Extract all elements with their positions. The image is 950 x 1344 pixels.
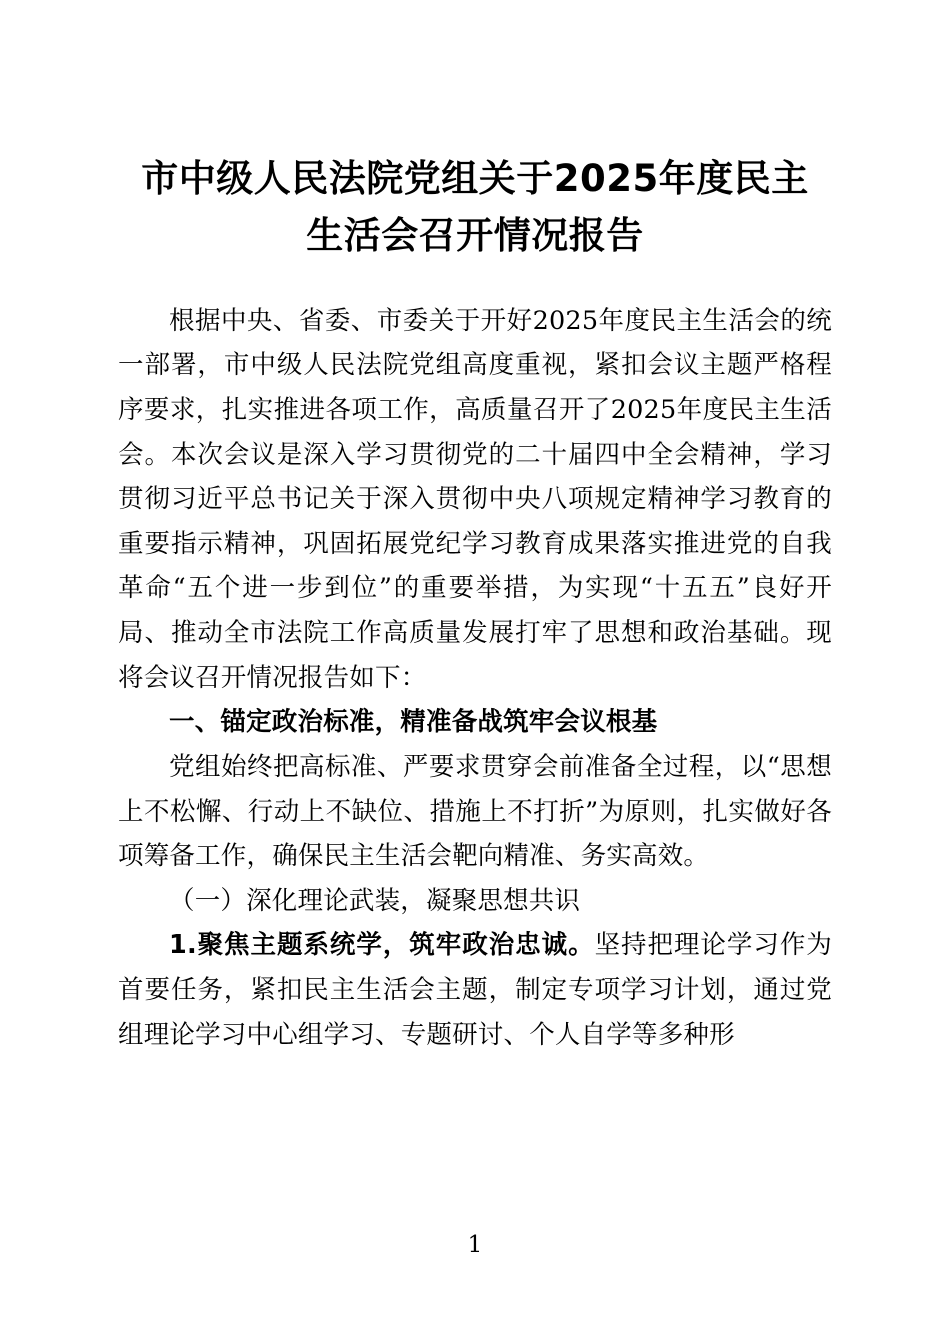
item-one-lead: 1.聚焦主题系统学，筑牢政治忠诚。: [169, 930, 595, 961]
section-one-body: 党组始终把高标准、严要求贯穿会前准备全过程，以“思想上不松懈、行动上不缺位、措施上不打折”为原则，扎实做好各项筹备工作，确保民主生活会靶向精准、务实高效。: [118, 751, 832, 872]
page-number: 1: [467, 1232, 483, 1258]
item-one-body: 坚持把理论学习作为首要任务，紧扣民主生活会主题，制定专项学习计划，通过党组理论学习中心组学习、专题研讨、个人自学等多种形: [118, 930, 832, 1050]
item-one-paragraph: [118, 923, 832, 1057]
page-title: 市中级人民法院党组关于2025年度民主生活会召开情况报告: [141, 157, 809, 258]
section-heading-one: 一、锚定政治标准，精准备战筑牢会议根基: [169, 707, 658, 738]
intro-paragraph: 根据中央、省委、市委关于开好2025年度民主生活会的统一部署，市中级人民法院党组高度重视，紧扣会议主题严格程序要求，扎实推进各项工作，高质量召开了2025年度民主生活会。本次会议是深入学习贯彻党的二十届四中全会精神，学习贯彻习近平总书记关于深入贯彻中央八项规定精神学习教育的重要指示精神，巩固拓展党纪学习教育成果落实推进党的自我革命“五个进一步到位”的重要举措，为实现“十五五”良好开局、推动全市法院工作高质量发展打牢了思想和政治基础。现将会议召开情况报告如下：: [118, 305, 832, 693]
subsection-heading-one: （一）深化理论武装，凝聚思想共识: [169, 885, 581, 916]
